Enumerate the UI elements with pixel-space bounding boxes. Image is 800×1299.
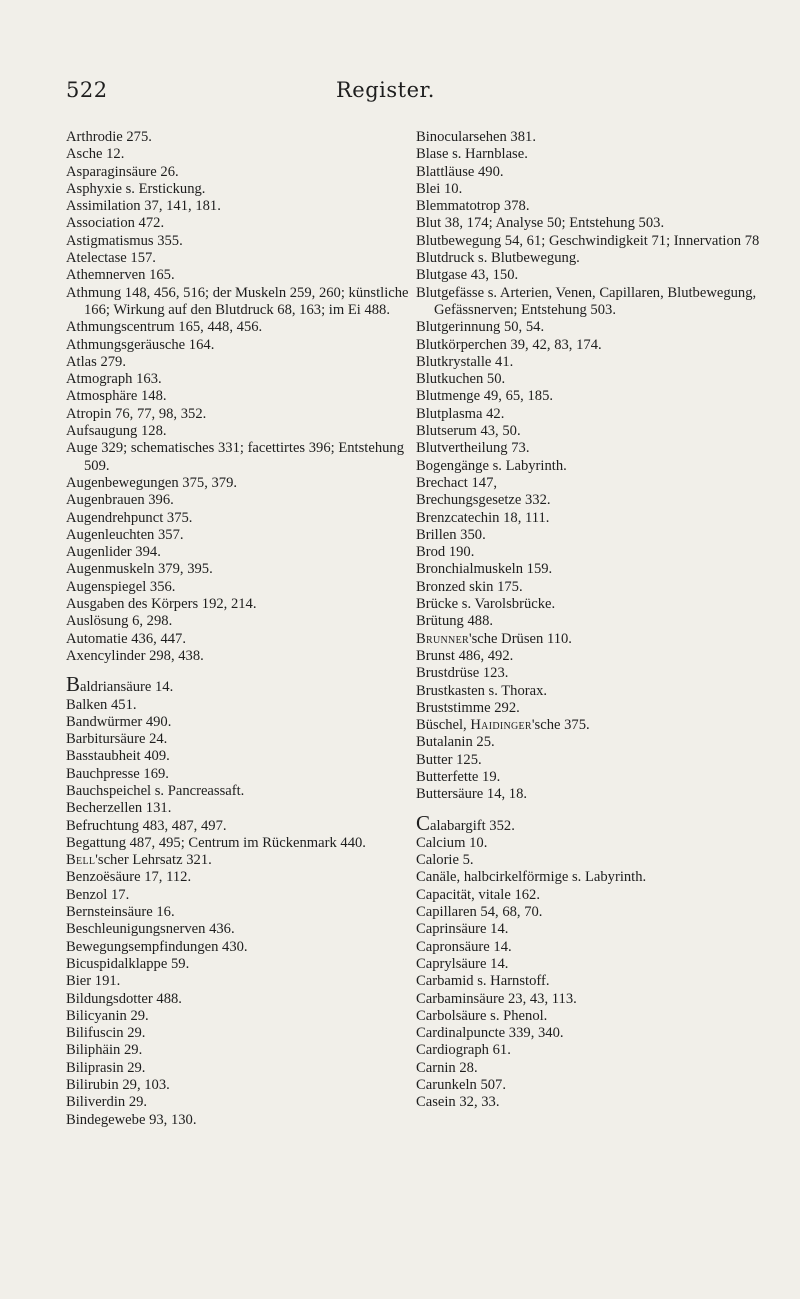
index-entry: Brenzcatechin 18, 111.	[416, 509, 550, 526]
index-entry: Bildungsdotter 488.	[66, 990, 182, 1007]
index-entry: Carbaminsäure 23, 43, 113.	[416, 990, 577, 1007]
index-entry: Astigmatismus 355.	[66, 232, 183, 249]
index-entry: Brustkasten s. Thorax.	[416, 682, 548, 699]
index-entry: Bernsteinsäure 16.	[66, 904, 175, 921]
index-entry: Biliphäin 29.	[66, 1042, 143, 1059]
index-entry: Automatie 436, 447.	[66, 630, 186, 647]
index-entry: Augenbrauen 396.	[66, 492, 174, 509]
index-entry: Carbamid s. Harnstoff.	[416, 973, 550, 990]
index-entry: Capacität, vitale 162.	[416, 886, 541, 903]
index-column-left	[66, 129, 416, 1129]
index-entry: Auge 329; schematisches 331; facettirtes 396; Entstehung 509.	[66, 440, 405, 474]
index-entry: Atmosphäre 148.	[66, 388, 167, 405]
index-entry: Blut 38, 174; Analyse 50; Entstehung 503.	[416, 215, 665, 232]
index-entry: Blutvertheilung 73.	[416, 440, 530, 457]
index-entry: Cardiograph 61.	[416, 1042, 511, 1059]
index-entry: Blutkrystalle 41.	[416, 353, 514, 370]
index-entry: Buttersäure 14, 18.	[416, 786, 528, 803]
index-entry: Blei 10.	[416, 180, 463, 197]
index-entry: Brücke s. Varolsbrücke.	[416, 596, 556, 613]
index-entry: Atmograph 163.	[66, 371, 162, 388]
index-entry: Brütung 488.	[416, 613, 494, 630]
index-entry: Brunner'sche Drüsen 110.	[416, 630, 572, 647]
index-entry: Butter 125.	[416, 751, 482, 768]
index-entry: Arthrodie 275.	[66, 129, 152, 145]
index-entry: Augenlider 394.	[66, 544, 161, 561]
index-entry: Augendrehpunct 375.	[66, 509, 193, 526]
index-entry: Bicuspidalklappe 59.	[66, 955, 190, 972]
index-entry: Assimilation 37, 141, 181.	[66, 198, 221, 215]
index-entry: Athemnerven 165.	[66, 267, 175, 284]
index-entry: Brod 190.	[416, 544, 475, 561]
index-entry: Augenspiegel 356.	[66, 578, 176, 595]
index-entry: Blase s. Harnblase.	[416, 146, 528, 163]
index-entry: Beschleunigungsnerven 436.	[66, 921, 235, 938]
index-entry: Bilirubin 29, 103.	[66, 1077, 170, 1094]
index-entry: Bandwürmer 490.	[66, 713, 172, 730]
index-entry: Balken 451.	[66, 696, 137, 713]
index-entry: Asphyxie s. Erstickung.	[66, 180, 206, 197]
index-entry: Caprinsäure 14.	[416, 921, 509, 938]
index-entry: Befruchtung 483, 487, 497.	[66, 817, 227, 834]
index-entry: Atelectase 157.	[66, 250, 156, 267]
index-entry: Büschel, Haidinger'sche 375.	[416, 717, 590, 734]
index-entry: Begattung 487, 495; Centrum im Rückenmark 440.	[66, 834, 366, 851]
index-entry: Carunkeln 507.	[416, 1077, 506, 1094]
index-entry: Caprylsäure 14.	[416, 955, 509, 972]
index-entry: Augenleuchten 357.	[66, 526, 184, 543]
index-entry: Augenbewegungen 375, 379.	[66, 474, 238, 491]
index-entry: Atropin 76, 77, 98, 352.	[66, 405, 207, 422]
index-entry: Blutserum 43, 50.	[416, 423, 521, 440]
index-entry: Carbolsäure s. Phenol.	[416, 1007, 548, 1024]
index-entry: Benzol 17.	[66, 886, 130, 903]
index-entry: Bauchpresse 169.	[66, 765, 169, 782]
index-entry: Binocularsehen 381.	[416, 129, 536, 145]
index-entry: Augenmuskeln 379, 395.	[66, 561, 213, 578]
index-entry: Blutkuchen 50.	[416, 371, 506, 388]
index-entry: Cardinalpuncte 339, 340.	[416, 1025, 564, 1042]
index-entry: Blemmatotrop 378.	[416, 198, 530, 215]
index-entry: Benzoësäure 17, 112.	[66, 869, 192, 886]
section-gap	[416, 804, 782, 815]
index-entry: Biliprasin 29.	[66, 1059, 146, 1076]
index-entry: Blutplasma 42.	[416, 405, 505, 422]
index-entry: Calcium 10.	[416, 834, 488, 851]
index-entry: Becherzellen 131.	[66, 800, 172, 817]
index-entry: Brechungsgesetze 332.	[416, 492, 551, 509]
index-entry: Canäle, halbcirkelförmige s. Labyrinth.	[416, 869, 647, 886]
index-entry: Bindegewebe 93, 130.	[66, 1111, 197, 1128]
index-entry: Bilifuscin 29.	[66, 1025, 146, 1042]
index-entry: Bruststimme 292.	[416, 699, 520, 716]
page-header	[0, 78, 800, 112]
section-gap	[66, 665, 416, 676]
index-entry: Brillen 350.	[416, 526, 486, 543]
index-entry: Blattläuse 490.	[416, 163, 504, 180]
index-entry: Butterfette 19.	[416, 768, 501, 785]
index-entry: Bronzed skin 175.	[416, 578, 523, 595]
index-entry: Axencylinder 298, 438.	[66, 647, 204, 664]
page-number: 522	[66, 78, 108, 102]
index-entry: Blutmenge 49, 65, 185.	[416, 388, 554, 405]
index-entry: Capillaren 54, 68, 70.	[416, 904, 543, 921]
index-entry: Bewegungsempfindungen 430.	[66, 938, 248, 955]
index-entry: Butalanin 25.	[416, 734, 495, 751]
index-entry: Bauchspeichel s. Pancreassaft.	[66, 782, 245, 799]
index-entry: Aufsaugung 128.	[66, 423, 167, 440]
index-entry: Brunst 486, 492.	[416, 647, 514, 664]
index-entry: Calorie 5.	[416, 852, 474, 869]
index-entry: Athmungscentrum 165, 448, 456.	[66, 319, 263, 336]
index-entry: Athmungsgeräusche 164.	[66, 336, 215, 353]
index-entry: Bier 191.	[66, 973, 121, 990]
index-entry: Blutgefässe s. Arterien, Venen, Capillaren, Blutbewegung, Gefässnerven; Entstehung 503.	[416, 284, 757, 318]
index-entry: Bronchialmuskeln 159.	[416, 561, 553, 578]
index-entry: Blutgase 43, 150.	[416, 267, 519, 284]
index-entry: Asche 12.	[66, 146, 125, 163]
index-entry: Bogengänge s. Labyrinth.	[416, 457, 567, 474]
index-entry: Barbitursäure 24.	[66, 731, 168, 748]
index-entry: Brustdrüse 123.	[416, 665, 509, 682]
index-entry: Asparaginsäure 26.	[66, 163, 179, 180]
index-entry: Blutbewegung 54, 61; Geschwindigkeit 71; Innervation 78	[416, 232, 760, 249]
running-title: Register.	[336, 78, 435, 102]
index-entry: Ausgaben des Körpers 192, 214.	[66, 596, 257, 613]
index-entry: Blutgerinnung 50, 54.	[416, 319, 545, 336]
index-entry: Baldriansäure 14.	[66, 672, 174, 697]
index-column-right	[416, 129, 782, 1112]
index-entry: Capronsäure 14.	[416, 938, 512, 955]
index-entry: Athmung 148, 456, 516; der Muskeln 259, 260; künstliche 166; Wirkung auf den Blutdruck 68, 163; im Ei 488.	[66, 284, 409, 318]
index-entry: Basstaubheit 409.	[66, 748, 170, 765]
index-entry: Brechact 147,	[416, 474, 498, 491]
index-entry: Calabargift 352.	[416, 810, 515, 835]
index-entry: Casein 32, 33.	[416, 1094, 500, 1111]
index-entry: Carnin 28.	[416, 1059, 478, 1076]
index-entry: Blutdruck s. Blutbewegung.	[416, 250, 580, 267]
index-entry: Bell'scher Lehrsatz 321.	[66, 852, 212, 869]
index-entry: Blutkörperchen 39, 42, 83, 174.	[416, 336, 602, 353]
index-entry: Bilicyanin 29.	[66, 1007, 149, 1024]
index-entry: Auslösung 6, 298.	[66, 613, 173, 630]
index-entry: Association 472.	[66, 215, 165, 232]
index-entry: Atlas 279.	[66, 353, 126, 370]
index-entry: Biliverdin 29.	[66, 1094, 148, 1111]
